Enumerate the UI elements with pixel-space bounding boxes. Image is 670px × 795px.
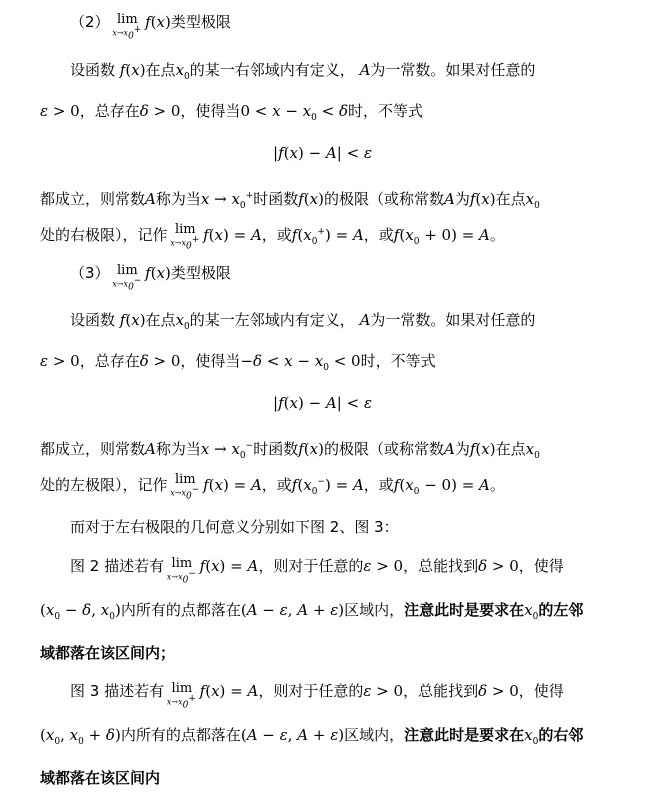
lim-symbol: lim $x\to x_0^+$	[112, 12, 142, 42]
paragraph-line: 域都落在该区间内	[40, 769, 161, 787]
section-number: （3）	[70, 264, 110, 282]
paragraph-line: 域都落在该区间内；	[40, 644, 176, 662]
paragraph-line: ε > 0，总存在δ > 0，使得当$-\delta < x - x_0 < 0$时，不等式	[40, 352, 436, 373]
paragraph-line: 设函数 f(x)在点$x_0$的某一右邻域内有定义， A为一常数。如果对任意的	[70, 61, 536, 82]
section-title: 类型极限	[170, 264, 231, 282]
paragraph-line: 处的左极限），记作 lim $x\to x_0^-$ f(x) = A，或$f(x_0^-) = A$，或$f(x_0 - 0) = A$。	[40, 472, 505, 502]
paragraph-line: 都成立，则常数A称为当$x \to x_0^-$时函数f(x)的极限（或称常数A为f(x)在点$x_0$	[40, 440, 540, 461]
paragraph-line: 处的右极限），记作 lim $x\to x_0^+$ f(x) = A，或$f(x_0^+) = A$，或$f(x_0 + 0) = A$。	[40, 222, 505, 252]
section-title: 类型极限	[170, 13, 231, 31]
paragraph-line: 设函数 f(x)在点$x_0$的某一左邻域内有定义， A为一常数。如果对任意的	[70, 311, 536, 332]
paragraph-line: ($x_0 - \delta$, $x_0$)内所有的点都落在(A − ε, A + ε)区域内，注意此时是要求在$x_0$的左邻	[40, 601, 584, 622]
paragraph-line: 都成立，则常数A称为当$x \to x_0^+$时函数f(x)的极限（或称常数A为f(x)在点$x_0$	[40, 190, 540, 211]
lim-symbol: lim $x\to x_0^-$	[112, 263, 142, 293]
heading-left-limit: （3） lim $x\to x_0^-$ f(x)类型极限	[70, 263, 231, 293]
paragraph-line: ($x_0$, $x_0 + \delta$)内所有的点都落在(A − ε, A + ε)区域内，注意此时是要求在$x_0$的右邻	[40, 726, 584, 747]
inequality: |f(x) − A| < ε	[273, 144, 372, 162]
inequality: |f(x) − A| < ε	[273, 394, 372, 412]
geometry-intro: 而对于左右极限的几何意义分别如下图 2、图 3：	[70, 518, 399, 536]
figure2-description: 图 2 描述若有 lim $x\to x_0^-$ f(x) = A，则对于任意的ε > 0，总能找到δ > 0，使得	[70, 556, 564, 586]
paragraph-line: ε > 0，总存在δ > 0，使得当$0 < x - x_0 < \delta$时，不等式	[40, 102, 424, 123]
section-number: （2）	[70, 13, 110, 31]
heading-right-limit: （2） lim $x\to x_0^+$ f(x)类型极限	[70, 12, 231, 42]
figure3-description: 图 3 描述若有 lim $x\to x_0^+$ f(x) = A，则对于任意的ε > 0，总能找到δ > 0，使得	[70, 681, 564, 711]
